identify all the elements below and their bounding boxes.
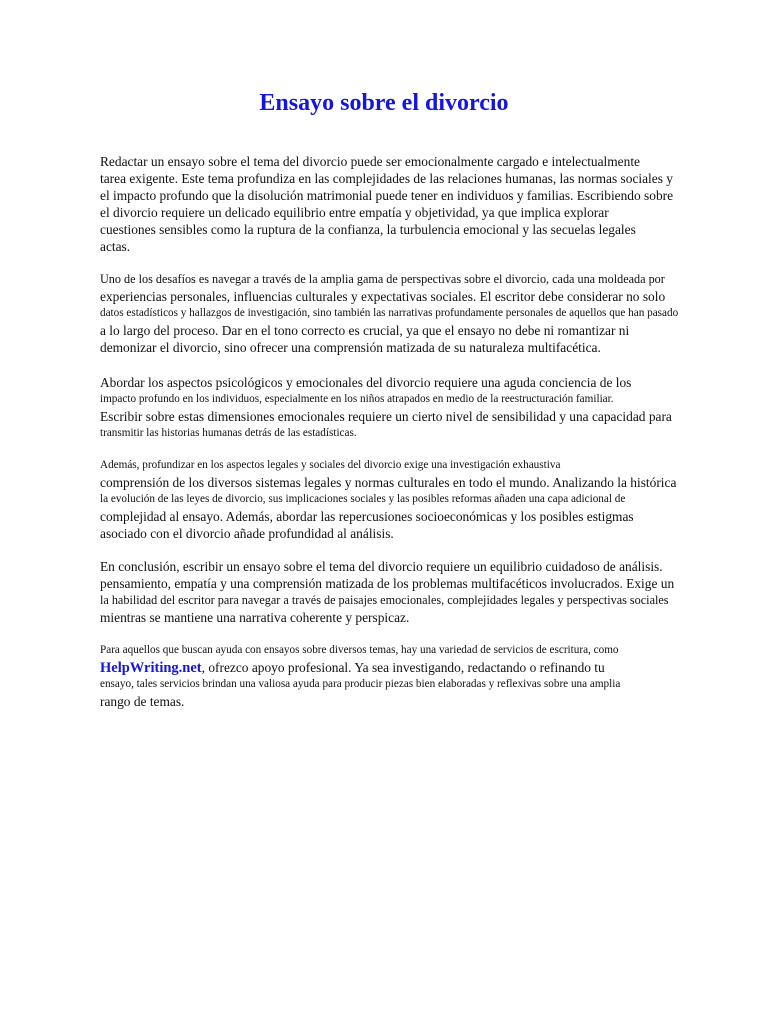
text-line: la habilidad del escritor para navegar a través de paisajes emocionales, complejidades legales y perspectivas sociales xyxy=(100,593,669,607)
text-line: el impacto profundo que la disolución matrimonial puede tener en individuos y familias. Escribiendo sobre xyxy=(100,188,674,203)
text-line: cuestiones sensibles como la ruptura de la confianza, la turbulencia emocional y las secuelas legales xyxy=(100,222,636,237)
text-line: actas. xyxy=(100,239,131,254)
text-line: la evolución de las leyes de divorcio, sus implicaciones sociales y las posibles reformas añaden una capa adicional de xyxy=(100,493,626,505)
text-line: complejidad al ensayo. Además, abordar las repercusiones socioeconómicas y los posibles estigmas xyxy=(100,509,634,524)
document-title: Ensayo sobre el divorcio xyxy=(259,90,509,116)
text-segment: , ofrezco apoyo profesional. Ya sea investigando, redactando o refinando tu xyxy=(201,660,605,675)
text-line: demonizar el divorcio, sino ofrecer una comprensión matizada de su naturaleza multifacética. xyxy=(100,340,601,355)
text-line: Uno de los desafíos es navegar a través de la amplia gama de perspectivas sobre el divorcio, cada una moldeada por xyxy=(100,272,665,286)
text-line: el divorcio requiere un delicado equilibrio entre empatía y objetividad, ya que implica explorar xyxy=(100,205,609,220)
text-line: transmitir las historias humanas detrás de las estadísticas. xyxy=(100,427,357,439)
paragraph-intro xyxy=(100,153,760,255)
text-line: Para aquellos que buscan ayuda con ensayos sobre diversos temas, hay una variedad de servicios de escritura, como xyxy=(100,644,619,656)
text-line: experiencias personales, influencias culturales y expectativas sociales. El escritor debe considerar no solo xyxy=(100,289,666,304)
text-line: impacto profundo en los individuos, especialmente en los niños atrapados en medio de la reestructuración familiar. xyxy=(100,393,614,405)
text-line: Redactar un ensayo sobre el tema del divorcio puede ser emocionalmente cargado e intelectualmente xyxy=(100,154,640,169)
text-line: a lo largo del proceso. Dar en el tono correcto es crucial, ya que el ensayo no debe ni romantizar ni xyxy=(100,323,630,338)
paragraph-psychological xyxy=(100,374,760,442)
text-line: En conclusión, escribir un ensayo sobre el tema del divorcio requiere un equilibrio cuidadoso de análisis. xyxy=(100,559,663,574)
text-line: Abordar los aspectos psicológicos y emocionales del divorcio requiere una aguda conciencia de los xyxy=(100,375,632,390)
text-line: rango de temas. xyxy=(100,694,185,709)
text-line: tarea exigente. Este tema profundiza en las complejidades de las relaciones humanas, las normas sociales y xyxy=(100,171,673,186)
text-line: datos estadísticos y hallazgos de investigación, sino también las narrativas profundamente personales de aquellos que han pasado xyxy=(100,307,679,319)
text-line: ensayo, tales servicios brindan una valiosa ayuda para producir piezas bien elaboradas y reflexivas sobre una amplia xyxy=(100,678,621,690)
text-line: Además, profundizar en los aspectos legales y sociales del divorcio exige una investigación exhaustiva xyxy=(100,459,561,471)
text-line: mientras se mantiene una narrativa coherente y perspicaz. xyxy=(100,610,410,625)
text-line xyxy=(100,659,760,676)
text-line: asociado con el divorcio añade profundidad al análisis. xyxy=(100,526,394,541)
text-line: pensamiento, empatía y una comprensión matizada de los problemas multifacéticos involucrados. Exige un xyxy=(100,576,675,591)
paragraph-conclusion xyxy=(100,558,760,626)
text-line: comprensión de los diversos sistemas legales y normas culturales en todo el mundo. Analizando la histórica xyxy=(100,475,677,490)
helpwriting-link[interactable]: HelpWriting.net xyxy=(100,660,202,676)
paragraph-services xyxy=(100,642,760,710)
text-line: Escribir sobre estas dimensiones emocionales requiere un cierto nivel de sensibilidad y una capacidad para xyxy=(100,409,672,424)
paragraph-perspectives xyxy=(100,271,760,356)
paragraph-legal xyxy=(100,457,760,542)
